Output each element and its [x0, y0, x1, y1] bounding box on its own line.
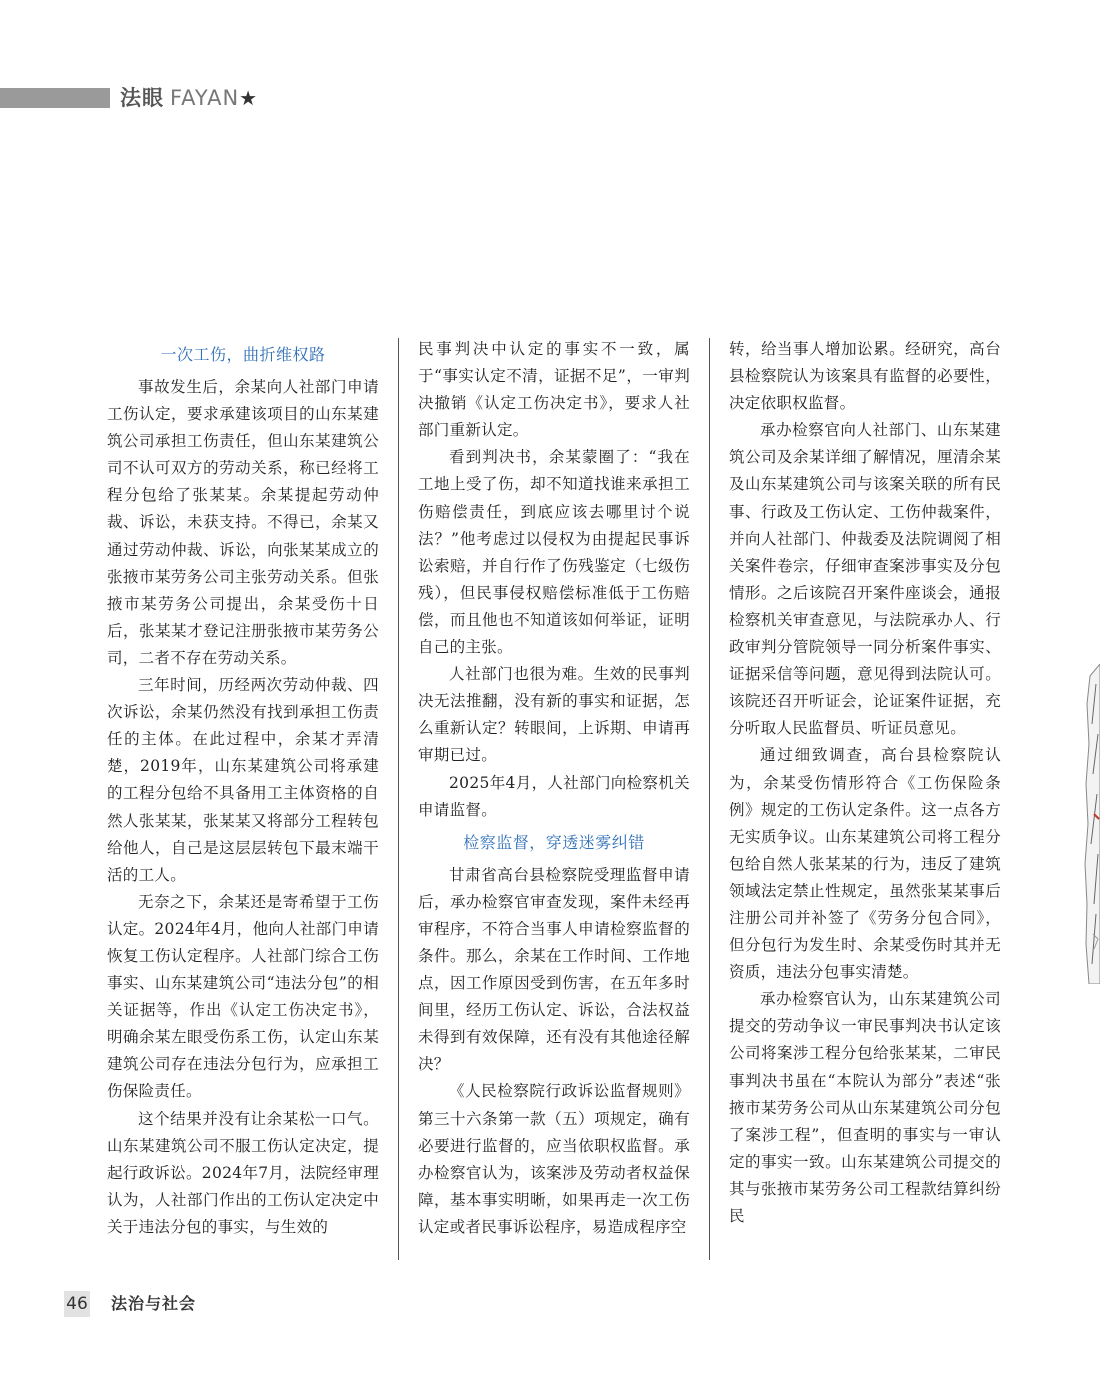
- article-column-3: [729, 336, 1001, 1266]
- paragraph: 民事判决中认定的事实不一致，属于“事实认定不清，证据不足”，一审判决撤销《认定工伤决定书》，要求人社部门重新认定。: [418, 340, 690, 440]
- column-divider: [709, 338, 710, 1260]
- article-column-1: [107, 336, 379, 1266]
- paragraph: 承办检察官向人社部门、山东某建筑公司及余某详细了解情况，厘清余某及山东某建筑公司与该案关联的所有民事、行政及工伤认定、工伤仲裁案件，并向人社部门、仲裁委及法院调阅了相关案件卷宗，仔细审查案涉事实及分包情形。之后该院召开案件座谈会，通报检察机关审查意见，与法院承办人、行政审判分管院领导一同分析案件事实、证据采信等问题，意见得到法院认可。该院还召开听证会，论证案件证据，充分听取人民监督员、听证员意见。: [729, 421, 1001, 738]
- paragraph: 承办检察官认为，山东某建筑公司提交的劳动争议一审民事判决书认定该公司将案涉工程分包给张某某，二审民事判决书虽在“本院认为部分”表述“张掖市某劳务公司从山东某建筑公司分包了案涉工程”，但查明的事实与一审认定的事实一致。山东某建筑公司提交的其与张掖市某劳务公司工程款结算纠纷民: [729, 990, 1001, 1225]
- section-title-zh: 法眼: [120, 86, 164, 110]
- paragraph: 看到判决书，余某蒙圈了：“我在工地上受了伤，却不知道找谁来承担工伤赔偿责任，到底应该去哪里讨个说法？”他考虑过以侵权为由提起民事诉讼索赔，并自行作了伤残鉴定（七级伤残），但民事侵权赔偿标准低于工伤赔偿，而且他也不知道该如何举证，证明自己的主张。: [418, 448, 690, 657]
- section-title: [120, 84, 257, 112]
- star-icon: ★: [239, 86, 258, 110]
- paragraph: 三年时间，历经两次劳动仲裁、四次诉讼，余某仍然没有找到承担工伤责任的主体。在此过程中，余某才弄清楚，2019年，山东某建筑公司将承建的工程分包给不具备用工主体资格的自然人张某某，张某某又将部分工程转包给他人，自己是这层层转包下最末端干活的工人。: [107, 676, 379, 884]
- column-divider: [398, 338, 399, 1260]
- article-column-2: [418, 336, 690, 1266]
- page-number: 46: [64, 1291, 90, 1317]
- paragraph: 这个结果并没有让余某松一口气。山东某建筑公司不服工伤认定决定，提起行政诉讼。2024年7月，法院经审理认为，人社部门作出的工伤认定决定中关于违法分包的事实，与生效的: [107, 1109, 379, 1236]
- section-heading: 检察监督，穿透迷雾纠错: [463, 832, 645, 852]
- paragraph: 2025年4月，人社部门向检察机关申请监督。: [418, 773, 690, 819]
- paragraph: 转，给当事人增加讼累。经研究，高台县检察院认为该案具有监督的必要性，决定依职权监督。: [729, 340, 1001, 413]
- section-title-en: FAYAN: [170, 86, 240, 110]
- paragraph: 《人民检察院行政诉讼监督规则》第三十六条第一款（五）项规定，确有必要进行监督的，应当依职权监督。承办检察官认为，该案涉及劳动者权益保障，基本事实明晰，如果再走一次工伤认定或者民事诉讼程序，易造成程序空: [418, 1082, 690, 1236]
- paragraph: 通过细致调查，高台县检察院认为，余某受伤情形符合《工伤保险条例》规定的工伤认定条件。这一点各方无实质争议。山东某建筑公司将工程分包给自然人张某某的行为，违反了建筑领域法定禁止性规定，虽然张某某事后注册公司并补签了《劳务分包合同》，但分包行为发生时、余某受伤时其并无资质，违法分包事实清楚。: [729, 746, 1001, 982]
- illustration-edge: [1084, 664, 1100, 984]
- section-heading: 一次工伤，曲折维权路: [160, 345, 326, 364]
- publication-name: 法治与社会: [111, 1294, 197, 1313]
- paragraph: 人社部门也很为难。生效的民事判决无法推翻，没有新的事实和证据，怎么重新认定？转眼间，上诉期、申请再审期已过。: [418, 665, 690, 765]
- paragraph: 甘肃省高台县检察院受理监督申请后，承办检察官审查发现，案件未经再审程序，不符合当事人申请检察监督的条件。那么，余某在工作时间、工作地点，因工作原因受到伤害，在五年多时间里，经历工伤认定、诉讼，合法权益未得到有效保障，还有没有其他途径解决？: [418, 865, 690, 1074]
- header-bar-decoration: [0, 88, 110, 108]
- paragraph: 无奈之下，余某还是寄希望于工伤认定。2024年4月，他向人社部门申请恢复工伤认定程序。人社部门综合工伤事实、山东某建筑公司“违法分包”的相关证据等，作出《认定工伤决定书》，明确余某左眼受伤系工伤，认定山东某建筑公司存在违法分包行为，应承担工伤保险责任。: [107, 892, 379, 1101]
- paragraph: 事故发生后，余某向人社部门申请工伤认定，要求承建该项目的山东某建筑公司承担工伤责任，但山东某建筑公司不认可双方的劳动关系，称已经将工程分包给了张某某。余某提起劳动仲裁、诉讼，未获支持。不得已，余某又通过劳动仲裁、诉讼，向张某某成立的张掖市某劳务公司主张劳动关系。但张掖市某劳务公司提出，余某受伤十日后，张某某才登记注册张掖市某劳务公司，二者不存在劳动关系。: [107, 378, 379, 667]
